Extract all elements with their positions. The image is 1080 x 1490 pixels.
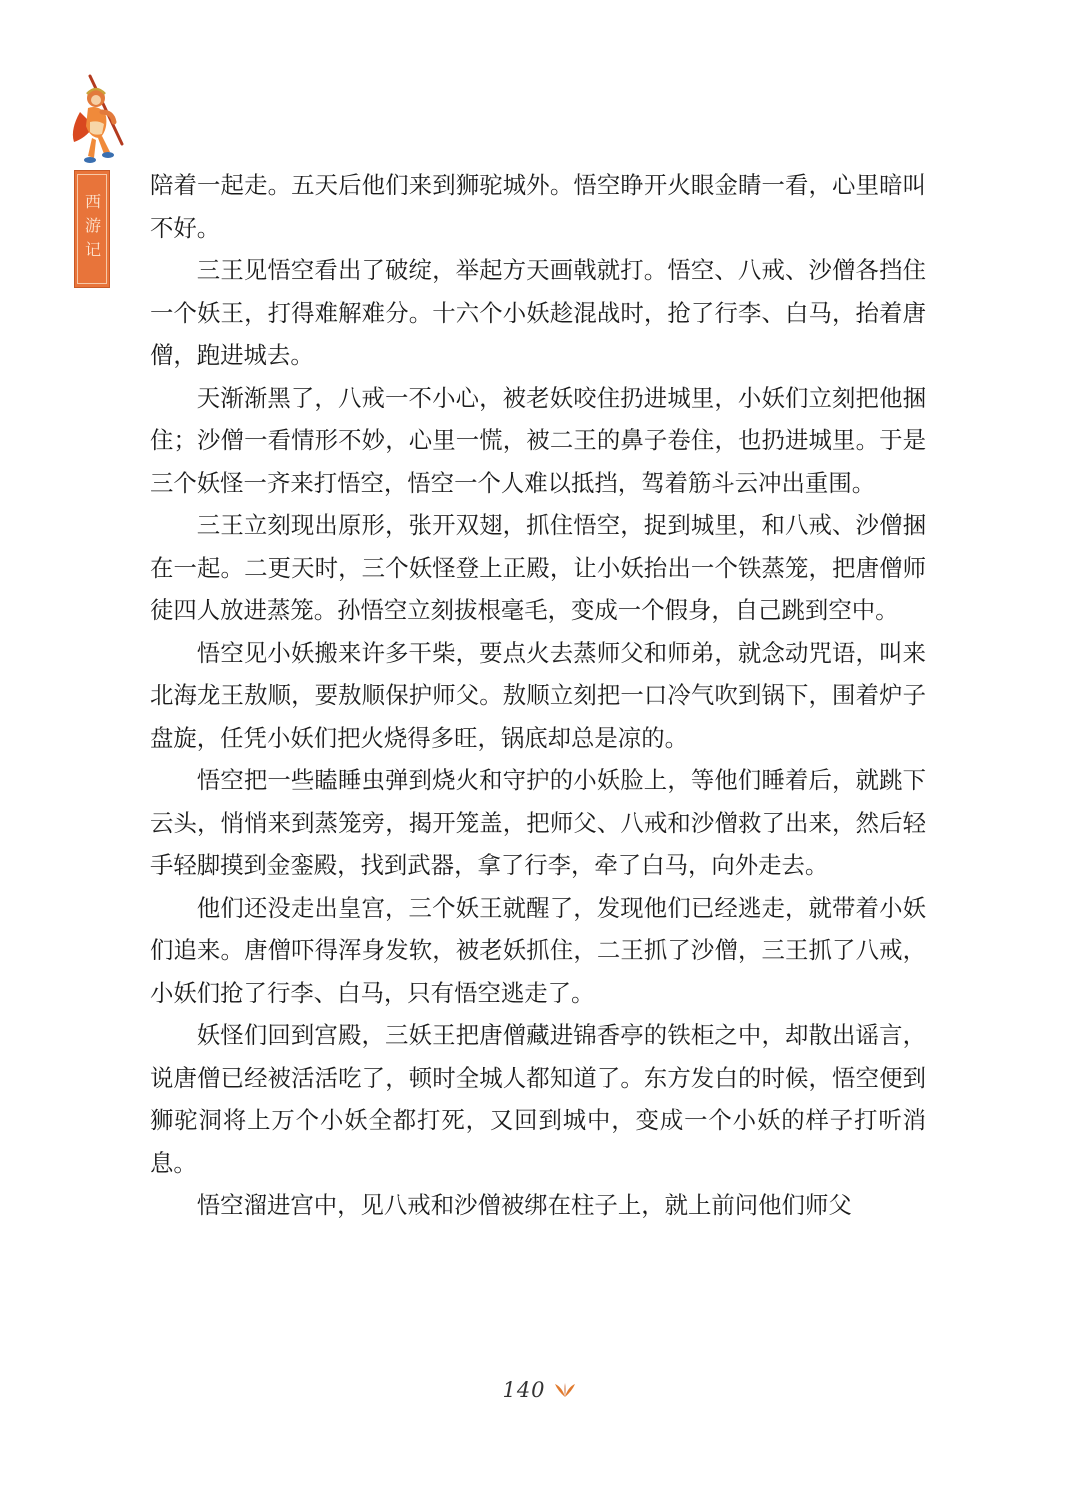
leaf-ornament-icon — [552, 1381, 578, 1399]
paragraph: 他们还没走出皇宫，三个妖王就醒了，发现他们已经逃走，就带着小妖们追来。唐僧吓得浑身发软，被老妖抓住，二王抓了沙僧，三王抓了八戒，小妖们抢了行李、白马，只有悟空逃走了。 — [150, 893, 926, 1007]
paragraph: 三王立刻现出原形，张开双翅，抓住悟空，捉到城里，和八戒、沙僧捆在一起。二更天时，三个妖怪登上正殿，让小妖抬出一个铁蒸笼，把唐僧师徒四人放进蒸笼。孙悟空立刻拔根毫毛，变成一个假身，自己跳到空中。 — [150, 511, 926, 624]
body-text — [150, 164, 926, 1227]
book-title-tab — [74, 170, 110, 288]
paragraph: 悟空见小妖搬来许多干柴，要点火去蒸师父和师弟，就念动咒语，叫来北海龙王敖顺，要敖顺保护师父。敖顺立刻把一口冷气吹到锅下，围着炉子盘旋，任凭小妖们把火烧得多旺，锅底却总是凉的。 — [150, 638, 926, 752]
paragraph: 三王见悟空看出了破绽，举起方天画戟就打。悟空、八戒、沙僧各挡住一个妖王，打得难解难分。十六个小妖趁混战时，抢了行李、白马，抬着唐僧，跑进城去。 — [150, 256, 926, 369]
page-number: 140 — [502, 1378, 546, 1402]
paragraph: 悟空溜进宫中，见八戒和沙僧被绑在柱子上，就上前问他们师父 — [196, 1191, 852, 1219]
paragraph: 妖怪们回到宫殿，三妖王把唐僧藏进锦香亭的铁柜之中，却散出谣言，说唐僧已经被活活吃了，顿时全城人都知道了。东方发白的时候，悟空便到狮驼洞将上万个小妖全都打死，又回到城中，变成一个小妖的样子打听消息。 — [150, 1021, 926, 1177]
book-title-tab-frame — [77, 174, 107, 284]
monkey-king-icon — [66, 72, 130, 168]
paragraph: 陪着一起走。五天后他们来到狮驼城外。悟空睁开火眼金睛一看，心里暗叫不好。 — [150, 171, 926, 242]
paragraph: 天渐渐黑了，八戒一不小心，被老妖咬住扔进城里，小妖们立刻把他捆住；沙僧一看情形不妙，心里一慌，被二王的鼻子卷住，也扔进城里。于是三个妖怪一齐来打悟空，悟空一个人难以抵挡，驾着筋斗云冲出重围。 — [150, 383, 926, 497]
book-title: 西游记 — [82, 193, 102, 265]
paragraph: 悟空把一些瞌睡虫弹到烧火和守护的小妖脸上，等他们睡着后，就跳下云头，悄悄来到蒸笼旁，揭开笼盖，把师父、八戒和沙僧救了出来，然后轻手轻脚摸到金銮殿，找到武器，拿了行李，牵了白马，向外走去。 — [150, 766, 926, 879]
page-footer — [0, 1378, 1080, 1402]
